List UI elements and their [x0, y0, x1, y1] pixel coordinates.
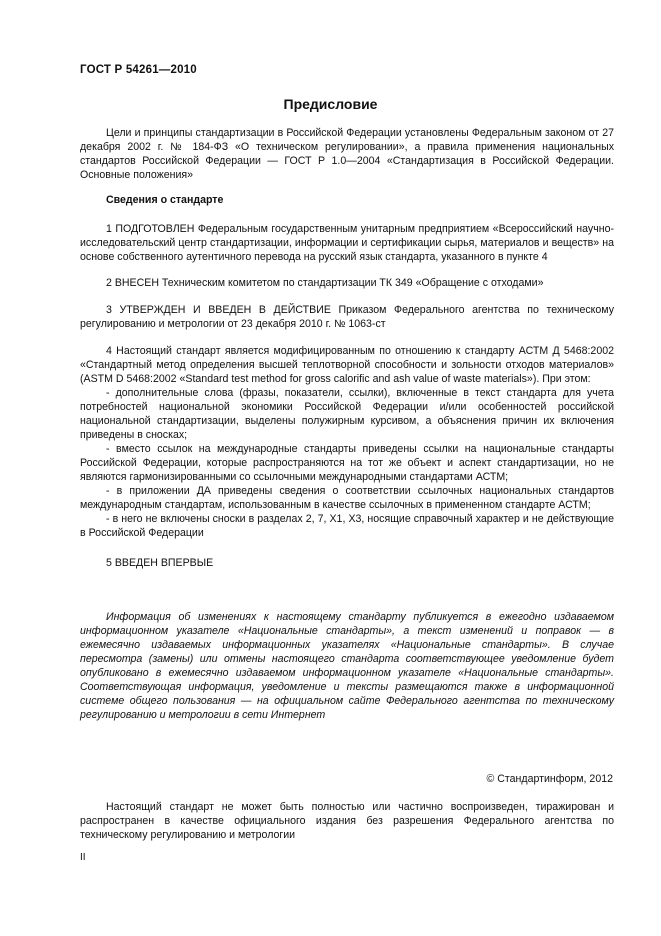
item-1-block [80, 222, 614, 264]
item-3-paragraph: 3 УТВЕРЖДЕН И ВВЕДЕН В ДЕЙСТВИЕ Приказом Федерального агентства по техническому регулированию и метрологии от 23 декабря 2010 г. № 1063-ст [80, 304, 614, 330]
page-number: II [80, 852, 86, 863]
intro-block [80, 126, 614, 182]
copyright-line: © Стандартинформ, 2012 [486, 773, 613, 785]
intro-paragraph: Цели и принципы стандартизации в Российской Федерации установлены Федеральным законом от 27 декабря 2002 г. № 184-ФЗ «О техническом регулировании», а правила применения национальных стандартов Российской Федерации — ГОСТ Р 1.0—2004 «Стандартизация в Российской Федерации. Основные положения» [80, 127, 614, 181]
page-title: Предисловие [283, 96, 378, 112]
notice-block [80, 610, 614, 722]
item-4-bullet: - вместо ссылок на международные стандарты приведены ссылки на национальные стандарты Российской Федерации, которые распространяются на тот же объект и аспект стандартизации, но не являются гармонизированными со ссылочными международными стандартами АСТМ; [80, 443, 614, 483]
item-1-paragraph: 1 ПОДГОТОВЛЕН Федеральным государственным унитарным предприятием «Всероссийский научно-исследовательский центр стандартизации, информации и сертификации сырья, материалов и веществ» на основе собственного аутентичного перевода на русский язык стандарта, указанного в пункте 4 [80, 223, 614, 263]
item-4-bullet: - дополнительные слова (фразы, показатели, ссылки), включенные в текст стандарта для учета потребностей национальной экономики Российской Федерации и/или особенностей российской национальной стандартизации, выделены полужирным курсивом, а объяснения причин их включения приведены в сносках; [80, 387, 614, 441]
notice-paragraph: Информация об изменениях к настоящему стандарту публикуется в ежегодно издаваемом информационном указателе «Национальные стандарты», а текст изменений и поправок — в ежемесячно издаваемых информационных указателях «Национальные стандарты». В случае пересмотра (замены) или отмены настоящего стандарта соответствующее уведомление будет опубликовано в ежемесячно издаваемом информационном указателе «Национальные стандарты». Соответствующая информация, уведомление и тексты размещаются также в информационной системе общего пользования — на официальном сайте Федерального агентства по техническому регулированию и метрологии в сети Интернет [80, 611, 614, 721]
section-subheading: Сведения о стандарте [106, 194, 224, 206]
item-5-paragraph: 5 ВВЕДЕН ВПЕРВЫЕ [106, 557, 214, 569]
item-4-lead: 4 Настоящий стандарт является модифицированным по отношению к стандарту АСТМ Д 5468:2002 «Стандартный метод определения высшей теплотворной способности и зольности отходов материалов» (ASTM D 5468:2002 «Standard test method for gross calorific and ash value of waste materials»). При этом: [80, 345, 614, 385]
reproduction-block [80, 800, 614, 842]
item-2-block [80, 276, 614, 290]
item-4-bullet: - в приложении ДА приведены сведения о соответствии ссылочных национальных стандартов международным стандартам, использованным в качестве ссылочных в примененном стандарте АСТМ; [80, 485, 614, 511]
item-4-block [80, 344, 614, 540]
standard-id-header: ГОСТ Р 54261—2010 [80, 64, 197, 76]
item-2-paragraph: 2 ВНЕСЕН Техническим комитетом по стандартизации ТК 349 «Обращение с отходами» [106, 277, 544, 289]
item-3-block [80, 303, 614, 331]
item-4-bullet: - в него не включены сноски в разделах 2, 7, Х1, Х3, носящие справочный характер и не действующие в Российской Федерации [80, 513, 614, 539]
item-5-block [80, 556, 614, 570]
reproduction-paragraph: Настоящий стандарт не может быть полностью или частично воспроизведен, тиражирован и распространен в качестве официального издания без разрешения Федерального агентства по техническому регулированию и метрологии [80, 801, 614, 841]
